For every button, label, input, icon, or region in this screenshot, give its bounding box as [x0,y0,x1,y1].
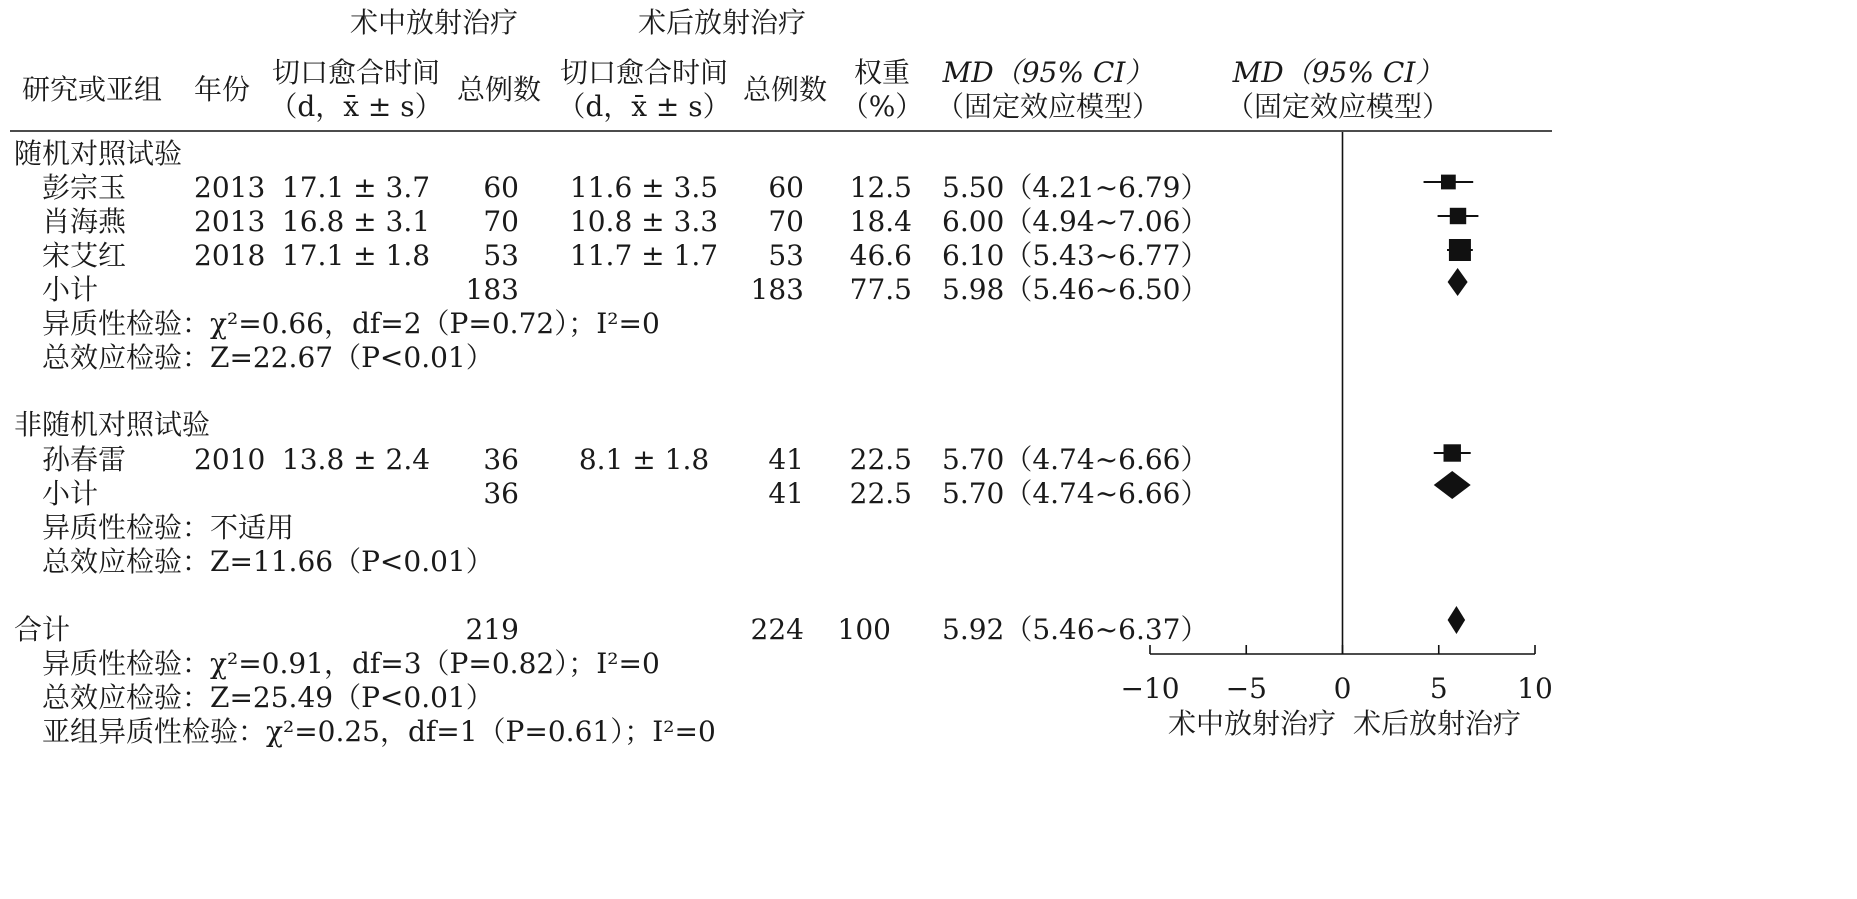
subgroup-difference-test: 亚组异质性检验：χ²=0.25，df=1（P=0.61）；I²=0 [42,715,716,748]
col-header-exp-unit: （d，x̄ ± s） [269,90,443,123]
study-ctl-n: 60 [768,171,804,204]
pooled-effect-diamond [1434,471,1471,499]
x-tick-label: 0 [1333,672,1352,705]
study-ctl-value: 11.6 ± 3.5 [569,171,719,204]
total-overall-effect-test: 总效应检验：Z=25.49（P<0.01） [42,681,494,714]
subtotal-md: 5.70（4.74~6.66） [942,477,1209,510]
study-ctl-n: 41 [768,443,804,476]
total-label: 合计 [14,613,71,646]
col-header-md: MD（95% CI） [942,56,1154,89]
study-exp-n: 60 [483,171,519,204]
effect-square [1441,175,1456,190]
subtotal-exp-n: 36 [483,477,519,510]
col-header-model: （固定效应模型） [935,90,1161,123]
subtotal-md: 5.98（5.46~6.50） [942,273,1209,306]
study-name: 肖海燕 [42,205,127,238]
subtotal-ctl-n: 41 [768,477,804,510]
group-header-experimental: 术中放射治疗 [349,6,519,39]
study-year: 2018 [194,239,266,272]
study-md: 6.00（4.94~7.06） [942,205,1209,238]
effect-square [1450,208,1466,224]
col-header-exp-healing: 切口愈合时间 [271,56,441,89]
study-exp-value: 17.1 ± 1.8 [281,239,431,272]
x-tick-label: 5 [1429,672,1448,705]
col-header-weight: 权重 [853,56,911,89]
subtotal-label: 小计 [42,273,99,306]
study-md: 6.10（5.43~6.77） [942,239,1209,272]
study-year: 2010 [194,443,266,476]
study-year: 2013 [194,205,266,238]
study-ctl-value: 10.8 ± 3.3 [569,205,719,238]
study-weight: 46.6 [849,239,912,272]
study-exp-n: 70 [483,205,519,238]
total-weight: 100 [837,613,891,646]
subtotal-ctl-n: 183 [750,273,804,306]
total-ctl-n: 224 [750,613,804,646]
study-exp-n: 36 [483,443,519,476]
pooled-effect-diamond [1448,606,1466,634]
col-header-weight-unit: （%） [840,90,924,123]
subtotal-weight: 22.5 [849,477,912,510]
study-md: 5.70（4.74~6.66） [942,443,1209,476]
axis-right-label: 术后放射治疗 [1352,707,1522,740]
total-heterogeneity-test: 异质性检验：χ²=0.91，df=3（P=0.82）；I²=0 [42,647,660,680]
subtotal-label: 小计 [42,477,99,510]
study-exp-value: 16.8 ± 3.1 [281,205,431,238]
study-year: 2013 [194,171,266,204]
x-tick-label: −10 [1120,672,1180,705]
study-ctl-n: 53 [768,239,804,272]
study-ctl-value: 8.1 ± 1.8 [578,443,710,476]
col-header-ctl-healing: 切口愈合时间 [559,56,729,89]
effect-square [1449,239,1471,261]
overall-effect-test: 总效应检验：Z=11.66（P<0.01） [42,545,494,578]
study-exp-value: 17.1 ± 3.7 [281,171,431,204]
subtotal-weight: 77.5 [849,273,912,306]
overall-effect-test: 总效应检验：Z=22.67（P<0.01） [42,341,494,374]
study-weight: 18.4 [849,205,912,238]
study-ctl-n: 70 [768,205,804,238]
col-header-plot-model: （固定效应模型） [1225,90,1451,123]
study-exp-n: 53 [483,239,519,272]
subgroup-header: 非随机对照试验 [14,408,211,441]
study-name: 彭宗玉 [42,171,127,204]
effect-square [1444,444,1461,461]
study-exp-value: 13.8 ± 2.4 [281,443,431,476]
pooled-effect-diamond [1448,268,1468,296]
total-md: 5.92（5.46~6.37） [942,613,1209,646]
col-header-exp-total: 总例数 [456,73,542,106]
axis-left-label: 术中放射治疗 [1167,707,1337,740]
study-md: 5.50（4.21~6.79） [942,171,1209,204]
col-header-plot-md: MD（95% CI） [1232,56,1444,89]
col-header-year: 年份 [194,73,251,106]
study-weight: 22.5 [849,443,912,476]
heterogeneity-test: 异质性检验：不适用 [42,511,295,544]
subgroup-header: 随机对照试验 [14,137,183,170]
subtotal-exp-n: 183 [465,273,519,306]
x-tick-label: 10 [1517,672,1553,705]
col-header-ctl-unit: （d，x̄ ± s） [557,90,731,123]
heterogeneity-test: 异质性检验：χ²=0.66，df=2（P=0.72）；I²=0 [42,307,660,340]
x-tick-label: −5 [1225,672,1267,705]
study-name: 孙春雷 [42,443,127,476]
col-header-study: 研究或亚组 [22,73,163,106]
study-name: 宋艾红 [42,239,127,272]
group-header-control: 术后放射治疗 [637,6,807,39]
study-weight: 12.5 [849,171,912,204]
col-header-ctl-total: 总例数 [742,73,828,106]
study-ctl-value: 11.7 ± 1.7 [569,239,719,272]
total-exp-n: 219 [465,613,519,646]
